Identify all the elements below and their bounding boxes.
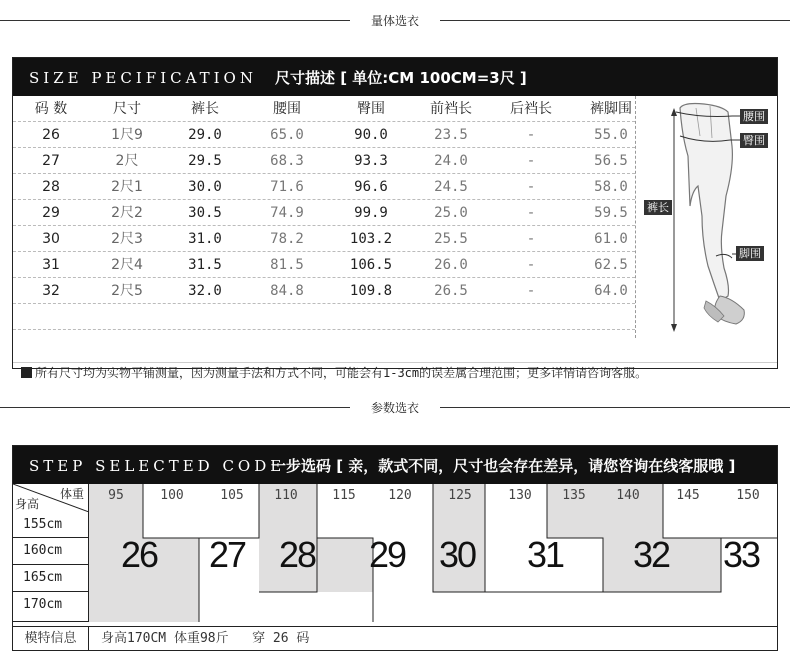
cell-size: 2尺2 [111, 205, 143, 221]
step-code-panel [12, 445, 778, 651]
cell-code: 32 [42, 283, 60, 299]
table-row [13, 148, 635, 174]
diagram-label-hip: 臀围 [740, 133, 768, 148]
cell-waist: 68.3 [270, 153, 304, 169]
section-title-size: 量体选衣 [370, 14, 419, 28]
table-row [13, 122, 635, 148]
col-header-length: 裤长 [191, 101, 219, 117]
section-title-step: 参数选衣 [370, 401, 419, 415]
code-31[interactable]: 31 [527, 534, 564, 575]
code-32[interactable]: 32 [633, 534, 670, 575]
cell-waist: 78.2 [270, 231, 304, 247]
cell-back-rise: - [528, 153, 534, 169]
cell-hip: 99.9 [354, 205, 388, 221]
cell-length: 29.0 [188, 127, 222, 143]
diagram-label-hem: 脚围 [736, 246, 764, 261]
cell-length: 32.0 [188, 283, 222, 299]
cell-hem: 64.0 [594, 283, 628, 299]
cell-waist: 84.8 [270, 283, 304, 299]
cell-waist: 81.5 [270, 257, 304, 273]
cell-code: 31 [42, 257, 60, 273]
col-header-hem: 裤脚围 [590, 101, 632, 117]
col-header-code: 码 数 [34, 101, 68, 117]
cell-hip: 109.8 [349, 283, 393, 299]
cell-hem: 58.0 [594, 179, 628, 195]
cell-code: 26 [42, 127, 60, 143]
weight-tick-95: 95 [108, 488, 124, 503]
section-divider-size [0, 10, 790, 30]
code-28[interactable]: 28 [279, 534, 316, 575]
weight-tick-145: 145 [676, 488, 700, 503]
cell-size: 2尺3 [111, 231, 143, 247]
weight-tick-105: 105 [220, 488, 244, 503]
table-row [13, 252, 635, 278]
cell-size: 1尺9 [111, 127, 143, 143]
weight-tick-130: 130 [508, 488, 532, 503]
cell-waist: 71.6 [270, 179, 304, 195]
height-row-170: 170cm [13, 592, 89, 622]
cell-length: 29.5 [188, 153, 222, 169]
cell-hip: 106.5 [349, 257, 393, 273]
code-30[interactable]: 30 [439, 534, 476, 575]
corner-height-label: 身高 [15, 497, 40, 511]
height-row-165: 165cm [13, 565, 89, 592]
table-row [13, 226, 635, 252]
cell-hem: 62.5 [594, 257, 628, 273]
weight-tick-100: 100 [160, 488, 184, 503]
size-spec-header [13, 58, 777, 96]
cell-hem: 61.0 [594, 231, 628, 247]
cell-length: 31.5 [188, 257, 222, 273]
weight-tick-120: 120 [388, 488, 412, 503]
footnote-text: 所有尺寸均为实物平铺测量，因为测量手法和方式不同，可能会有1-3cm的误差属合理范围；更多详情请咨询客服。 [35, 366, 648, 380]
diagram-label-length: 裤长 [644, 200, 672, 215]
cell-back-rise: - [528, 205, 534, 221]
cell-front-rise: 24.0 [434, 153, 468, 169]
code-29[interactable]: 29 [369, 534, 406, 575]
pants-diagram [635, 96, 777, 338]
size-footnote [13, 362, 777, 382]
cell-hip: 96.6 [354, 179, 388, 195]
cell-size: 2尺5 [111, 283, 143, 299]
cell-size: 2尺1 [111, 179, 143, 195]
cell-code: 28 [42, 179, 60, 195]
model-info-label: 模特信息 [13, 627, 89, 651]
cell-length: 30.0 [188, 179, 222, 195]
step-code-header [13, 446, 777, 484]
size-spec-panel [12, 57, 778, 380]
square-bullet-icon [21, 367, 32, 378]
corner-cell [13, 484, 89, 512]
cell-front-rise: 24.5 [434, 179, 468, 195]
size-table-header [13, 96, 635, 122]
code-27[interactable]: 27 [209, 534, 246, 575]
table-row [13, 200, 635, 226]
cell-back-rise: - [528, 257, 534, 273]
cell-waist: 65.0 [270, 127, 304, 143]
weight-tick-110: 110 [274, 488, 298, 503]
weight-tick-150: 150 [736, 488, 760, 503]
step-code-title-en: STEP SELECTED CODE [29, 457, 286, 475]
code-26[interactable]: 26 [121, 534, 158, 575]
col-header-hip: 臀围 [357, 101, 385, 117]
cell-code: 30 [42, 231, 60, 247]
cell-waist: 74.9 [270, 205, 304, 221]
cell-size: 2尺4 [111, 257, 143, 273]
cell-hip: 93.3 [354, 153, 388, 169]
cell-hem: 56.5 [594, 153, 628, 169]
size-spec-title-en: SIZE PECIFICATION [29, 69, 257, 87]
table-row [13, 278, 635, 304]
weight-tick-125: 125 [448, 488, 472, 503]
cell-front-rise: 26.0 [434, 257, 468, 273]
cell-back-rise: - [528, 283, 534, 299]
cell-back-rise: - [528, 127, 534, 143]
size-selector-grid [13, 484, 777, 626]
section-divider-step [0, 397, 790, 417]
table-row-empty [13, 304, 635, 330]
cell-back-rise: - [528, 231, 534, 247]
cell-front-rise: 23.5 [434, 127, 468, 143]
cell-front-rise: 25.0 [434, 205, 468, 221]
cell-hip: 90.0 [354, 127, 388, 143]
model-info-row [13, 626, 777, 650]
step-code-title-cn: 一步选码 [ 亲，款式不同，尺寸也会存在差异，请您咨询在线客服哦 ] [271, 457, 736, 475]
col-header-waist: 腰围 [273, 101, 301, 117]
cell-back-rise: - [528, 179, 534, 195]
cell-code: 27 [42, 153, 60, 169]
code-33[interactable]: 33 [723, 534, 760, 575]
height-row-155: 155cm [13, 512, 89, 538]
cell-size: 2尺 [115, 153, 139, 169]
cell-hip: 103.2 [349, 231, 393, 247]
cell-length: 31.0 [188, 231, 222, 247]
model-info-value: 身高170CM 体重98斤 穿 26 码 [101, 631, 310, 646]
col-header-size: 尺寸 [113, 101, 141, 117]
table-row [13, 174, 635, 200]
col-header-front-rise: 前裆长 [430, 101, 472, 117]
cell-hem: 55.0 [594, 127, 628, 143]
weight-tick-115: 115 [332, 488, 356, 503]
cell-front-rise: 25.5 [434, 231, 468, 247]
col-header-back-rise: 后裆长 [510, 101, 552, 117]
height-row-160: 160cm [13, 538, 89, 565]
size-spec-title-cn: 尺寸描述 [ 单位:CM 100CM=3尺 ] [275, 69, 527, 87]
cell-code: 29 [42, 205, 60, 221]
cell-hem: 59.5 [594, 205, 628, 221]
cell-length: 30.5 [188, 205, 222, 221]
cell-front-rise: 26.5 [434, 283, 468, 299]
diagram-label-waist: 腰围 [740, 109, 768, 124]
weight-tick-140: 140 [616, 488, 640, 503]
weight-tick-135: 135 [562, 488, 586, 503]
corner-weight-label: 体重 [59, 487, 84, 501]
